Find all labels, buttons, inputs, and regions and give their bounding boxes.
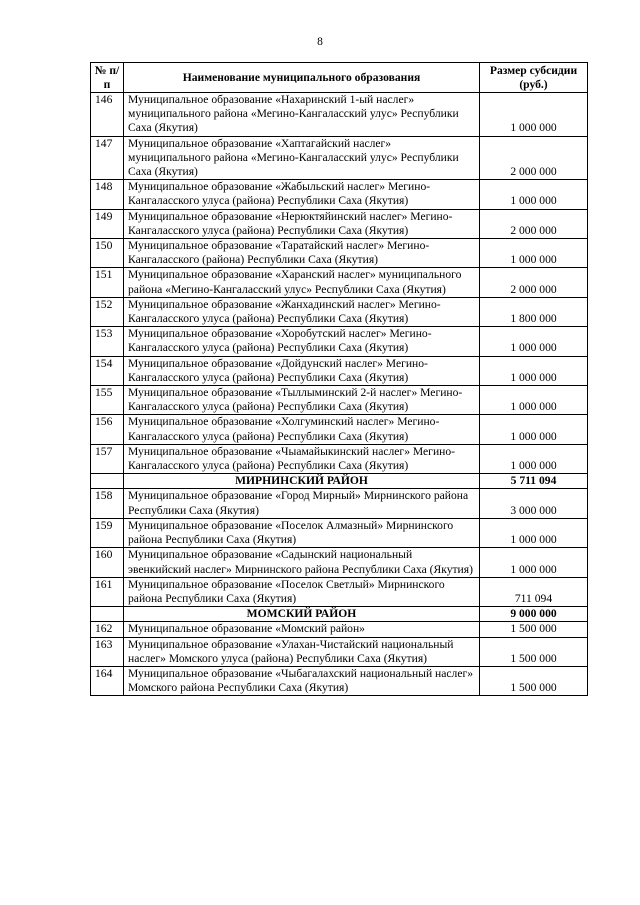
table-row xyxy=(91,356,588,385)
header-name: Наименование муниципального образования xyxy=(124,63,480,93)
section-name: МИРНИНСКИЙ РАЙОН xyxy=(124,474,480,489)
table-row xyxy=(91,415,588,444)
municipality-name: Муниципальное образование «Город Мирный» Мирнинского района Республики Саха (Якутия) xyxy=(124,489,480,518)
row-number: 154 xyxy=(91,356,124,385)
municipality-name: Муниципальное образование «Хаптагайский наслег» муниципального района «Мегино-Кангаласский улус» Республики Саха (Якутия) xyxy=(124,136,480,180)
subsidy-amount: 2 000 000 xyxy=(480,136,588,180)
row-number: 163 xyxy=(91,637,124,666)
subsidy-amount: 1 000 000 xyxy=(480,415,588,444)
row-number: 148 xyxy=(91,180,124,209)
table-row xyxy=(91,297,588,326)
subsidy-amount: 1 000 000 xyxy=(480,386,588,415)
municipality-name: Муниципальное образование «Хоробутский наслег» Мегино-Кангаласского улуса (района) Республики Саха (Якутия) xyxy=(124,327,480,356)
section-total: 9 000 000 xyxy=(480,607,588,622)
table-row xyxy=(91,136,588,180)
row-number: 156 xyxy=(91,415,124,444)
row-number: 152 xyxy=(91,297,124,326)
table-body xyxy=(91,93,588,696)
section-total: 5 711 094 xyxy=(480,474,588,489)
table-header-row xyxy=(91,63,588,93)
table-row xyxy=(91,548,588,577)
municipality-name: Муниципальное образование «Нахаринский 1-ый наслег» муниципального района «Мегино-Кангаласский улус» Республики Саха (Якутия) xyxy=(124,93,480,137)
municipality-name: Муниципальное образование «Таратайский наслег» Мегино-Кангаласского (района) Республики Саха (Якутия) xyxy=(124,239,480,268)
subsidy-amount: 1 000 000 xyxy=(480,180,588,209)
table-row xyxy=(91,268,588,297)
table-row xyxy=(91,209,588,238)
subsidy-amount: 1 000 000 xyxy=(480,444,588,473)
municipality-name: Муниципальное образование «Улахан-Чистайский национальный наслег» Момского улуса (района) Республики Саха (Якутия) xyxy=(124,637,480,666)
municipality-name: Муниципальное образование «Холгуминский наслег» Мегино-Кангаласского улуса (района) Республики Саха (Якутия) xyxy=(124,415,480,444)
row-number: 164 xyxy=(91,666,124,695)
subsidy-amount: 1 000 000 xyxy=(480,518,588,547)
row-number: 160 xyxy=(91,548,124,577)
municipality-name: Муниципальное образование «Тыллыминский 2-й наслег» Мегино-Кангаласского улуса (района) Республики Саха (Якутия) xyxy=(124,386,480,415)
municipality-name: Муниципальное образование «Садынский национальный эвенкийский наслег» Мирнинского района Республики Саха (Якутия) xyxy=(124,548,480,577)
municipality-name: Муниципальное образование «Чыбагалахский национальный наслег» Момского района Республики Саха (Якутия) xyxy=(124,666,480,695)
row-number: 157 xyxy=(91,444,124,473)
section-name: МОМСКИЙ РАЙОН xyxy=(124,607,480,622)
row-number: 146 xyxy=(91,93,124,137)
section-num-cell xyxy=(91,607,124,622)
municipality-name: Муниципальное образование «Чыамайыкинский наслег» Мегино-Кангаласского улуса (района) Республики Саха (Якутия) xyxy=(124,444,480,473)
table-row xyxy=(91,637,588,666)
section-num-cell xyxy=(91,474,124,489)
municipality-name: Муниципальное образование «Жабыльский наслег» Мегино-Кангаласского улуса (района) Республики Саха (Якутия) xyxy=(124,180,480,209)
municipality-name: Муниципальное образование «Харанский наслег» муниципального района «Мегино-Кангаласский улус» Республики Саха (Якутия) xyxy=(124,268,480,297)
subsidy-amount: 1 500 000 xyxy=(480,637,588,666)
table-row xyxy=(91,180,588,209)
table-row xyxy=(91,489,588,518)
table-row xyxy=(91,622,588,637)
row-number: 161 xyxy=(91,577,124,606)
municipality-name: Муниципальное образование «Поселок Алмазный» Мирнинского района Республики Саха (Якутия) xyxy=(124,518,480,547)
row-number: 147 xyxy=(91,136,124,180)
municipality-name: Муниципальное образование «Поселок Светлый» Мирнинского района Республики Саха (Якутия) xyxy=(124,577,480,606)
table-row xyxy=(91,444,588,473)
table-row xyxy=(91,93,588,137)
table-row xyxy=(91,518,588,547)
table-row xyxy=(91,386,588,415)
subsidy-amount: 3 000 000 xyxy=(480,489,588,518)
page-number: 8 xyxy=(317,36,323,48)
municipality-name: Муниципальное образование «Жанхадинский наслег» Мегино-Кангаласского улуса (района) Республики Саха (Якутия) xyxy=(124,297,480,326)
subsidy-amount: 1 000 000 xyxy=(480,327,588,356)
municipality-name: Муниципальное образование «Дойдунский наслег» Мегино-Кангаласского улуса (района) Республики Саха (Якутия) xyxy=(124,356,480,385)
subsidy-amount: 1 000 000 xyxy=(480,239,588,268)
subsidy-amount: 1 000 000 xyxy=(480,356,588,385)
subsidy-amount: 1 000 000 xyxy=(480,548,588,577)
subsidy-amount: 1 500 000 xyxy=(480,622,588,637)
row-number: 150 xyxy=(91,239,124,268)
table-row xyxy=(91,327,588,356)
subsidy-amount: 711 094 xyxy=(480,577,588,606)
subsidy-amount: 1 800 000 xyxy=(480,297,588,326)
header-amount: Размер субсидии (руб.) xyxy=(480,63,588,93)
section-row xyxy=(91,474,588,489)
row-number: 155 xyxy=(91,386,124,415)
header-num: № п/п xyxy=(91,63,124,93)
row-number: 159 xyxy=(91,518,124,547)
municipality-name: Муниципальное образование «Момский район» xyxy=(124,622,480,637)
row-number: 153 xyxy=(91,327,124,356)
table-row xyxy=(91,577,588,606)
row-number: 151 xyxy=(91,268,124,297)
subsidy-amount: 2 000 000 xyxy=(480,268,588,297)
row-number: 149 xyxy=(91,209,124,238)
row-number: 158 xyxy=(91,489,124,518)
subsidy-amount: 1 500 000 xyxy=(480,666,588,695)
table-row xyxy=(91,239,588,268)
subsidy-amount: 2 000 000 xyxy=(480,209,588,238)
subsidy-table xyxy=(90,62,588,696)
subsidy-amount: 1 000 000 xyxy=(480,93,588,137)
municipality-name: Муниципальное образование «Нерюктяйинский наслег» Мегино-Кангаласского улуса (района) Республики Саха (Якутия) xyxy=(124,209,480,238)
section-row xyxy=(91,607,588,622)
row-number: 162 xyxy=(91,622,124,637)
table-row xyxy=(91,666,588,695)
